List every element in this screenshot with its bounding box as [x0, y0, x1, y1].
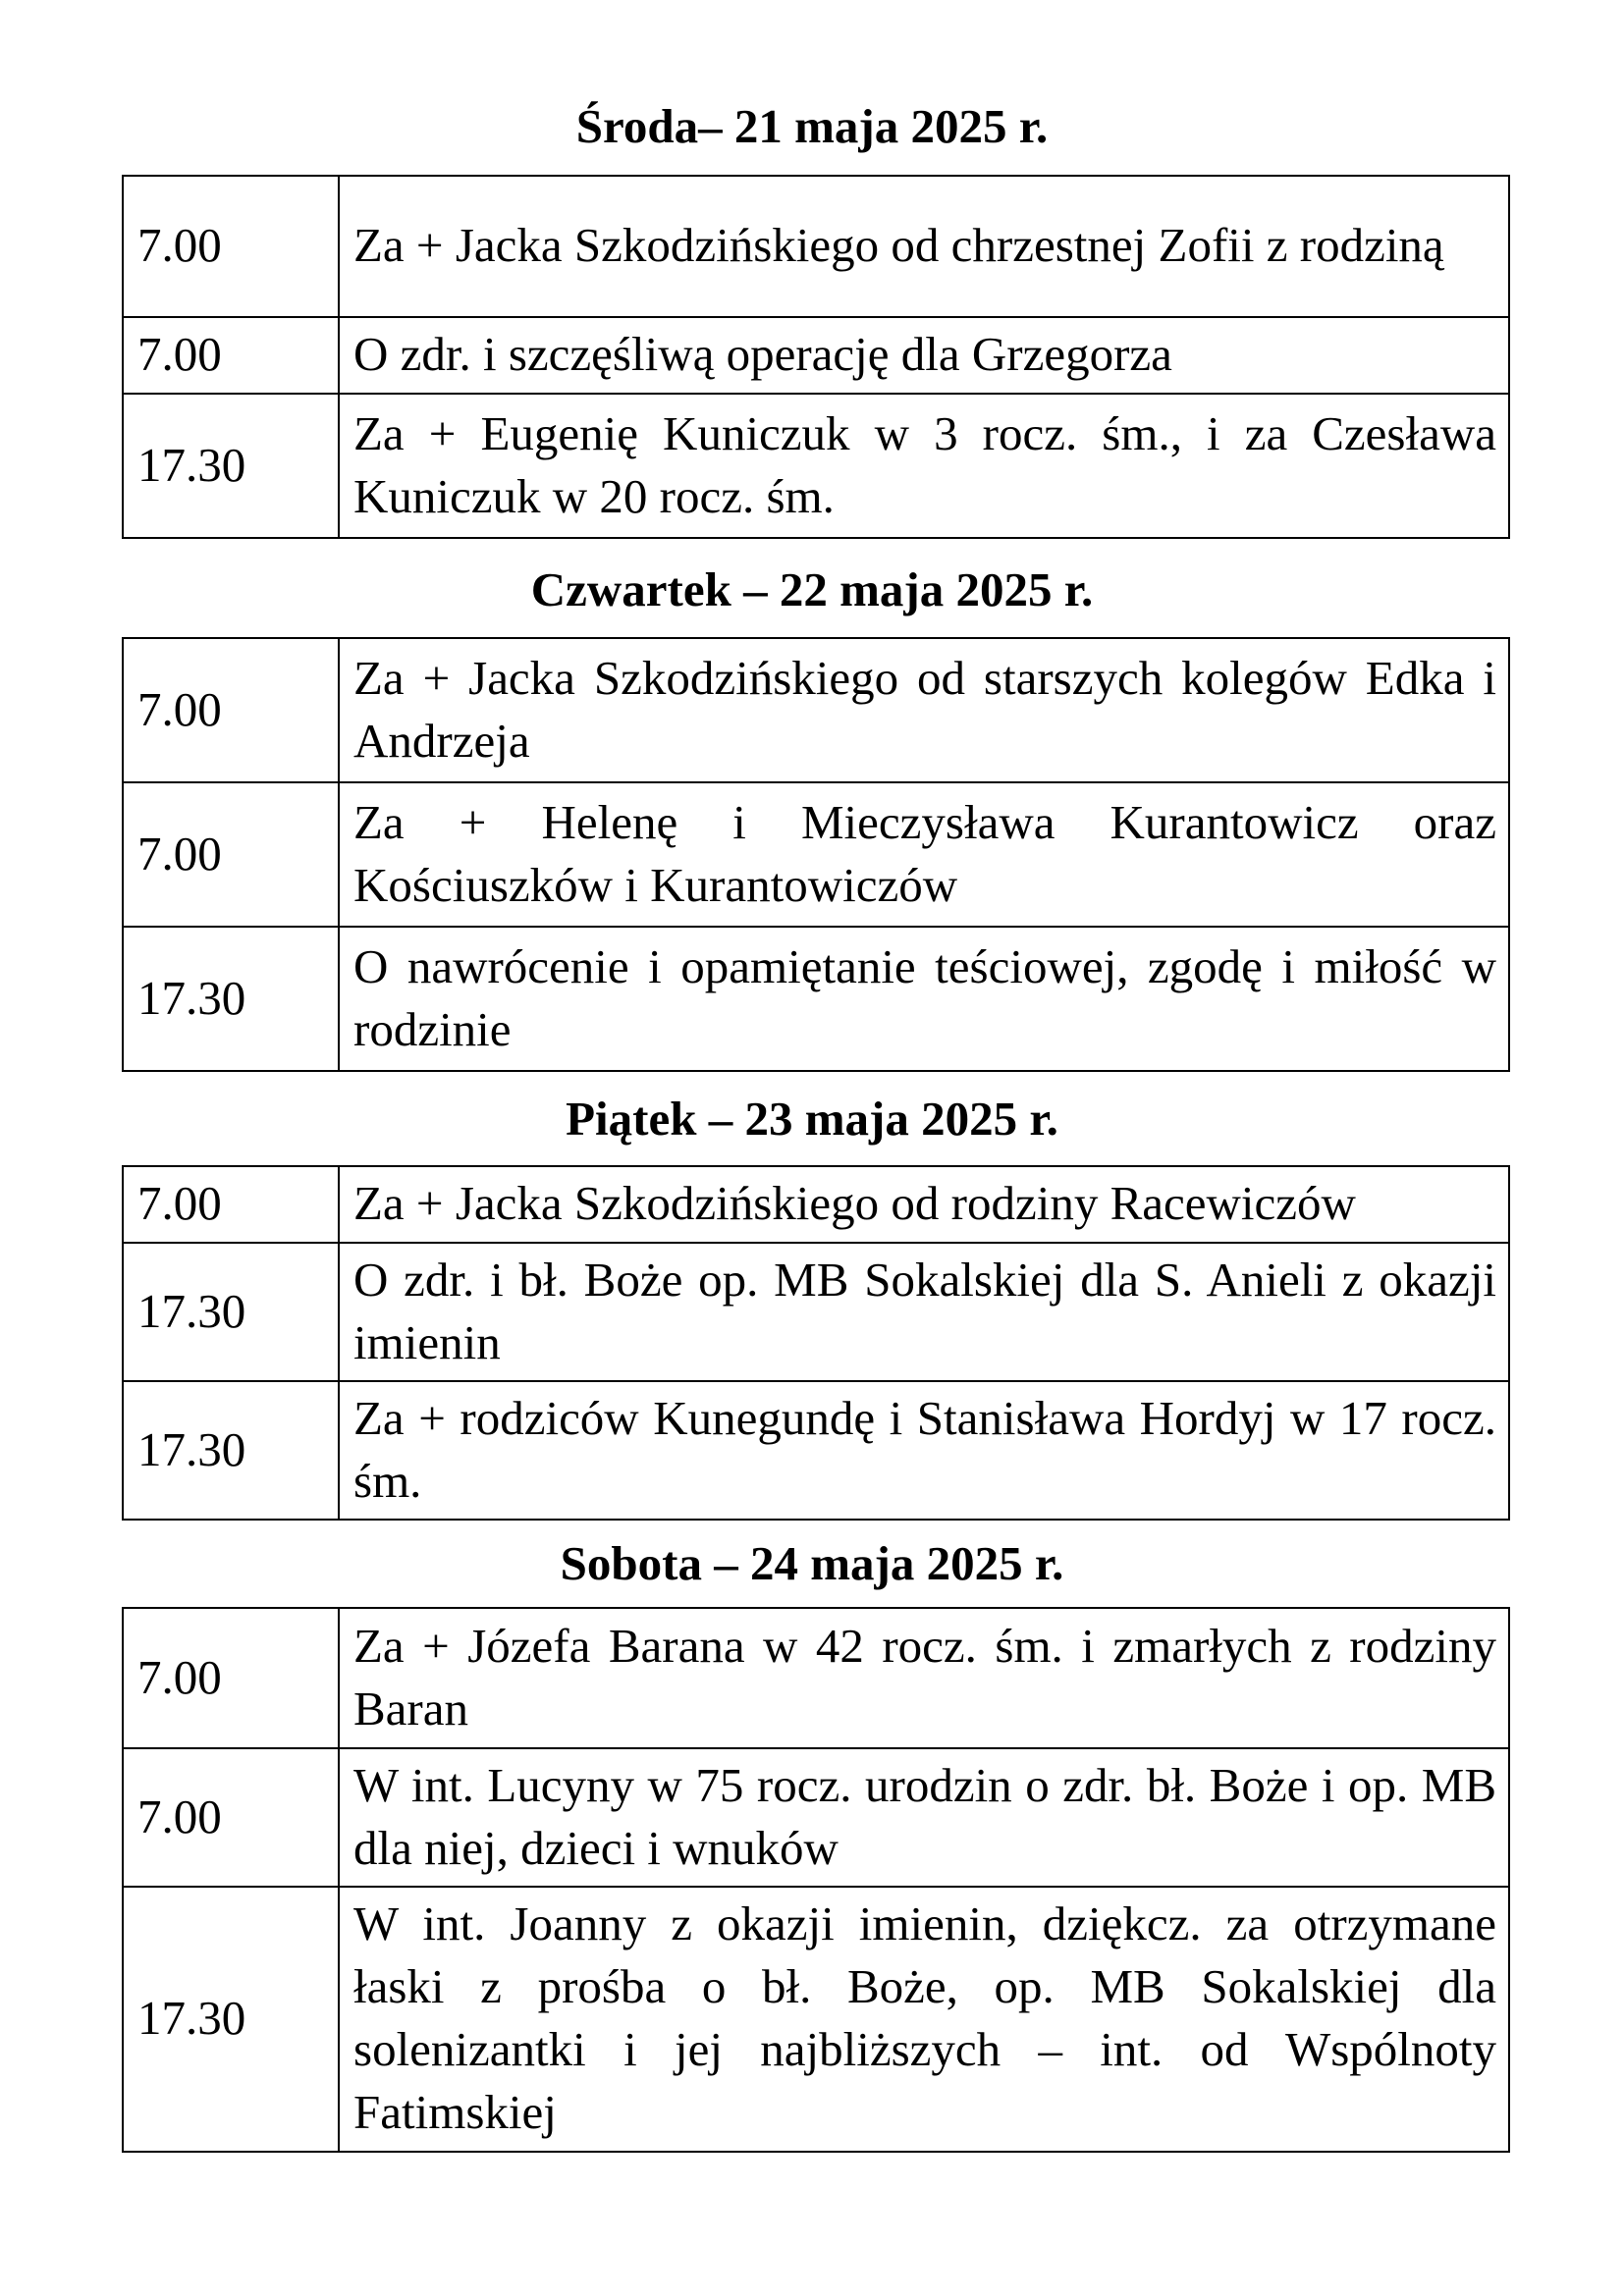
- mass-intention: W int. Lucyny w 75 rocz. urodzin o zdr. bł. Boże i op. MB dla niej, dzieci i wnuków: [339, 1748, 1509, 1887]
- mass-time: 17.30: [123, 1887, 339, 2152]
- table-row: [123, 1887, 1509, 2152]
- day-heading-piatek: Piątek – 23 maja 2025 r.: [566, 1092, 1058, 1146]
- table-row: [123, 1166, 1509, 1243]
- mass-time: 17.30: [123, 394, 339, 538]
- mass-intention: Za + Jacka Szkodzińskiego od chrzestnej Zofii z rodziną: [339, 176, 1509, 317]
- mass-time: 17.30: [123, 1243, 339, 1381]
- mass-table-sobota: [122, 1607, 1510, 2153]
- mass-table-sroda: [122, 175, 1510, 539]
- mass-intention: O zdr. i bł. Boże op. MB Sokalskiej dla S. Anieli z okazji imienin: [339, 1243, 1509, 1381]
- table-row: [123, 1608, 1509, 1748]
- table-row: [123, 927, 1509, 1071]
- mass-intention: Za + Eugenię Kuniczuk w 3 rocz. śm., i za Czesława Kuniczuk w 20 rocz. śm.: [339, 394, 1509, 538]
- mass-intention: Za + Józefa Barana w 42 rocz. śm. i zmarłych z rodziny Baran: [339, 1608, 1509, 1748]
- mass-intention: Za + rodziców Kunegundę i Stanisława Hordyj w 17 rocz. śm.: [339, 1381, 1509, 1520]
- table-row: [123, 317, 1509, 394]
- mass-time: 7.00: [123, 317, 339, 394]
- mass-time: 7.00: [123, 782, 339, 927]
- mass-intention: W int. Joanny z okazji imienin, dziękcz. za otrzymane łaski z prośba o bł. Boże, op. MB Sokalskiej dla solenizantki i jej najbliższych – int. od Wspólnoty Fatimskiej: [339, 1887, 1509, 2152]
- mass-time: 17.30: [123, 927, 339, 1071]
- table-row: [123, 1748, 1509, 1887]
- mass-time: 7.00: [123, 176, 339, 317]
- mass-time: 17.30: [123, 1381, 339, 1520]
- mass-time: 7.00: [123, 638, 339, 782]
- mass-time: 7.00: [123, 1166, 339, 1243]
- table-row: [123, 782, 1509, 927]
- table-row: [123, 638, 1509, 782]
- mass-intention: O nawrócenie i opamiętanie teściowej, zgodę i miłość w rodzinie: [339, 927, 1509, 1071]
- mass-intention: O zdr. i szczęśliwą operację dla Grzegorza: [339, 317, 1509, 394]
- day-heading-sroda: Środa– 21 maja 2025 r.: [575, 99, 1049, 153]
- mass-table-piatek: [122, 1165, 1510, 1521]
- day-heading-czwartek: Czwartek – 22 maja 2025 r.: [530, 562, 1094, 616]
- mass-time: 7.00: [123, 1608, 339, 1748]
- mass-time: 7.00: [123, 1748, 339, 1887]
- table-row: [123, 394, 1509, 538]
- day-heading-sobota: Sobota – 24 maja 2025 r.: [560, 1536, 1064, 1590]
- table-row: [123, 1381, 1509, 1520]
- mass-intention: Za + Jacka Szkodzińskiego od starszych kolegów Edka i Andrzeja: [339, 638, 1509, 782]
- mass-intention: Za + Jacka Szkodzińskiego od rodziny Racewiczów: [339, 1166, 1509, 1243]
- table-row: [123, 176, 1509, 317]
- mass-table-czwartek: [122, 637, 1510, 1072]
- table-row: [123, 1243, 1509, 1381]
- mass-intention: Za + Helenę i Mieczysława Kurantowicz oraz Kościuszków i Kurantowiczów: [339, 782, 1509, 927]
